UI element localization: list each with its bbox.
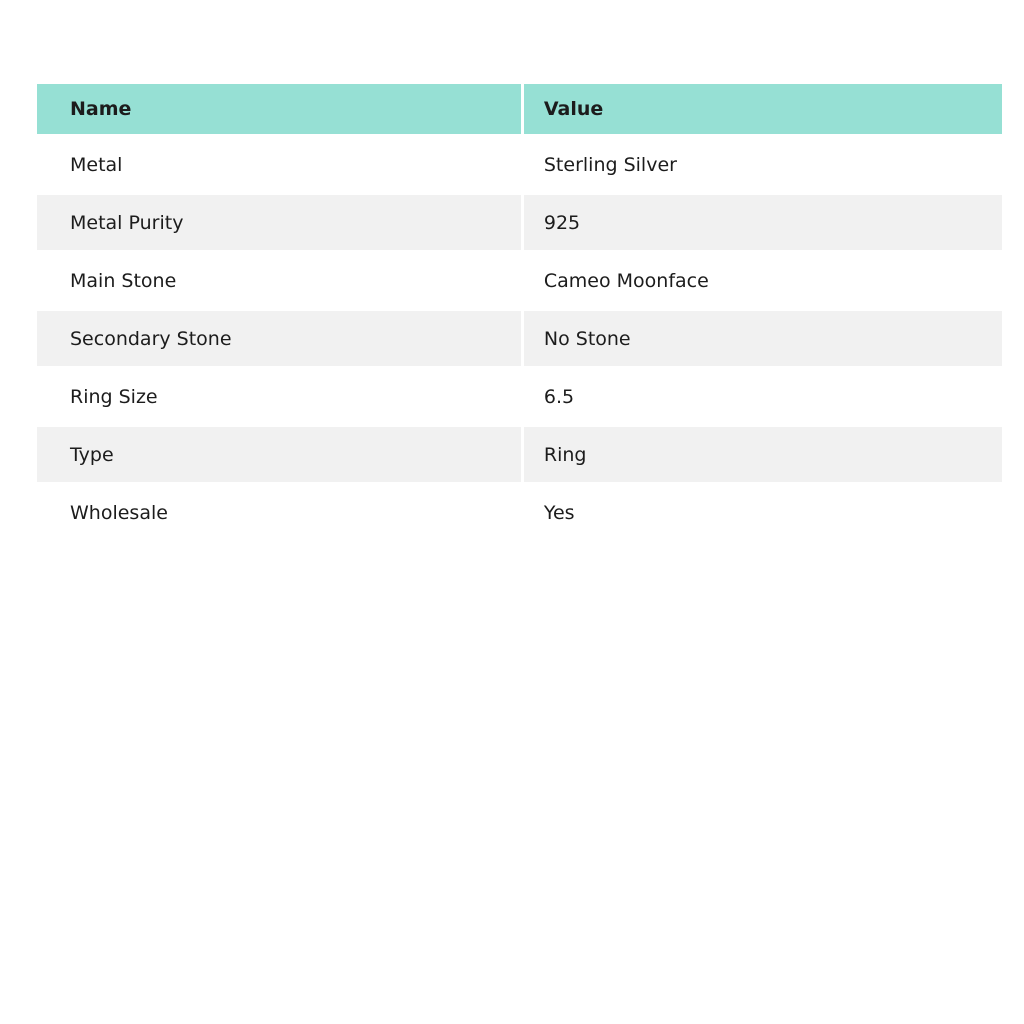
table-row <box>37 369 1002 424</box>
table-row <box>37 485 1002 540</box>
attributes-table <box>34 81 1005 543</box>
attribute-name-cell: Secondary Stone <box>37 311 521 366</box>
attribute-name-cell: Wholesale <box>37 485 521 540</box>
attribute-name-cell: Main Stone <box>37 253 521 308</box>
attribute-value-cell: Sterling Silver <box>524 137 1002 192</box>
attribute-value-cell: 6.5 <box>524 369 1002 424</box>
attribute-value-cell: 925 <box>524 195 1002 250</box>
table-header-row <box>37 84 1002 134</box>
attribute-name-cell: Type <box>37 427 521 482</box>
attribute-value-cell: Cameo Moonface <box>524 253 1002 308</box>
table-row <box>37 253 1002 308</box>
table-row <box>37 311 1002 366</box>
table-row <box>37 427 1002 482</box>
attribute-name-cell: Metal <box>37 137 521 192</box>
attribute-value-cell: Yes <box>524 485 1002 540</box>
product-attributes-section <box>34 81 1005 543</box>
table-row <box>37 195 1002 250</box>
attribute-value-cell: No Stone <box>524 311 1002 366</box>
attribute-name-cell: Ring Size <box>37 369 521 424</box>
column-header-value: Value <box>524 84 1002 134</box>
column-header-name: Name <box>37 84 521 134</box>
attribute-name-cell: Metal Purity <box>37 195 521 250</box>
attribute-value-cell: Ring <box>524 427 1002 482</box>
table-row <box>37 137 1002 192</box>
